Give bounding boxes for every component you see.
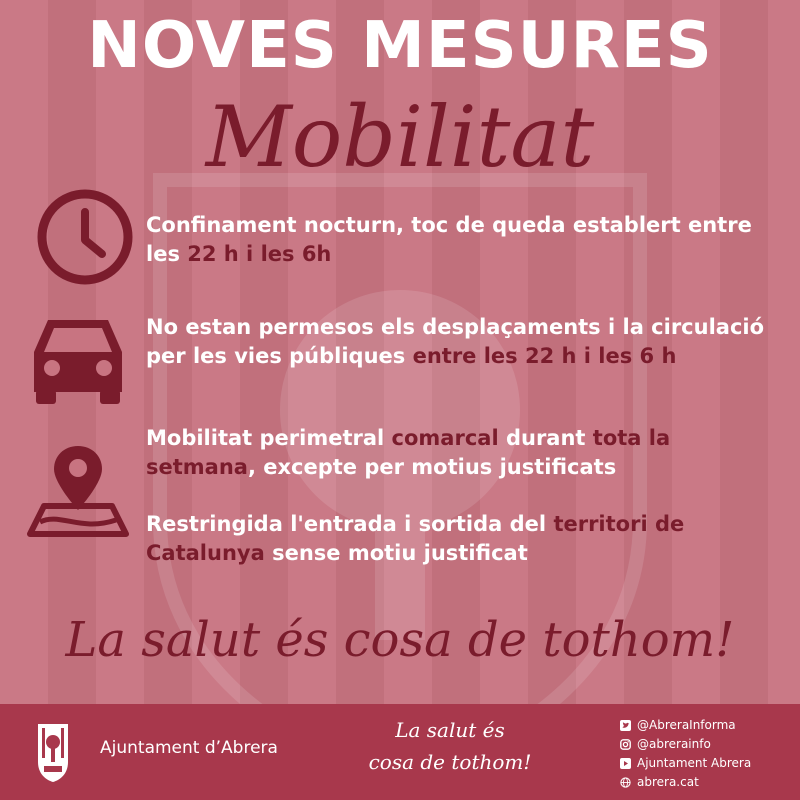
instagram-icon <box>620 739 631 750</box>
social-links <box>620 716 751 792</box>
footer-slogan-line: La salut és <box>395 718 505 742</box>
page-title: NOVES MESURES <box>87 9 713 83</box>
measure-text: sense motiu justificat <box>264 541 528 565</box>
measure-highlight: entre les 22 h i les 6 h <box>412 344 677 368</box>
measure-text: durant <box>498 426 593 450</box>
measure-night-travel-text <box>146 313 786 371</box>
social-label: @abrerainfo <box>637 737 711 751</box>
twitter-icon <box>620 720 631 731</box>
crest-logo-icon <box>36 722 70 784</box>
measure-text: , excepte per motius justificats <box>247 455 617 479</box>
measure-text: No estan permesos els desplaçaments i la circulació per les vies públiques <box>146 315 765 368</box>
car-icon <box>24 312 132 404</box>
social-instagram[interactable] <box>620 735 751 753</box>
social-label: Ajuntament Abrera <box>637 756 752 770</box>
globe-icon <box>620 777 631 788</box>
measure-catalonia-text <box>146 510 786 568</box>
measure-highlight: tota la setmana <box>146 426 671 479</box>
map-pin-icon <box>26 440 130 540</box>
measure-curfew-text <box>146 211 786 269</box>
measure-text: Mobilitat perimetral <box>146 426 392 450</box>
footer <box>0 704 800 800</box>
measure-text: Restringida l'entrada i sortida del <box>146 512 554 536</box>
social-twitter[interactable] <box>620 716 751 734</box>
page-subtitle: Mobilitat <box>205 88 595 186</box>
measure-highlight: comarcal <box>391 426 499 450</box>
social-website[interactable] <box>620 773 751 791</box>
footer-slogan-line: cosa de tothom! <box>368 750 532 774</box>
measure-perimeter-text <box>146 424 786 482</box>
youtube-icon <box>620 758 631 769</box>
social-label: abrera.cat <box>637 775 699 789</box>
measure-highlight: territori de Catalunya <box>146 512 685 565</box>
clock-icon <box>36 188 134 286</box>
social-youtube[interactable] <box>620 754 751 772</box>
social-label: @AbreraInforma <box>637 718 736 732</box>
organization-name: Ajuntament d’Abrera <box>100 738 278 758</box>
measure-highlight: 22 h i les 6h <box>187 242 332 266</box>
slogan: La salut és cosa de tothom! <box>65 612 735 668</box>
footer-slogan <box>350 714 550 778</box>
measure-text: Confinament nocturn, toc de queda establert entre les <box>146 213 752 266</box>
